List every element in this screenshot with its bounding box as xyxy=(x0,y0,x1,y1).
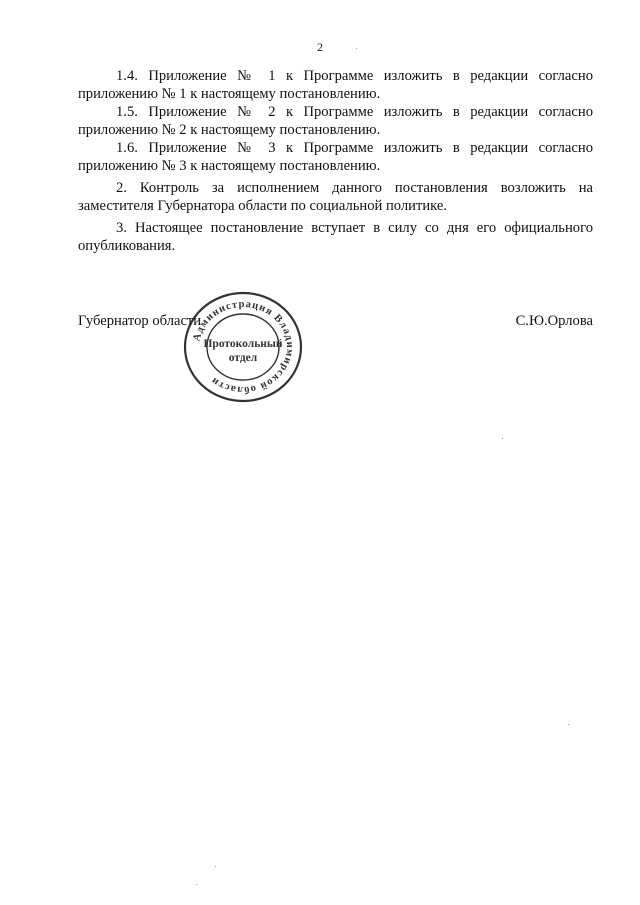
paragraph-1-6-text: 1.6. Приложение № 3 к Программе изложить в редакции согласно приложению № 3 к настоящему постановлению. xyxy=(78,140,593,174)
official-stamp xyxy=(178,288,308,406)
signature-title: Губернатор области xyxy=(78,313,202,329)
paragraph-2-text: 2. Контроль за исполнением данного постановления возложить на заместителя Губернатора области по социальной политике. xyxy=(78,180,593,214)
paragraph-1-4-text: 1.4. Приложение № 1 к Программе изложить в редакции согласно приложению № 1 к настоящему постановлению. xyxy=(78,68,593,102)
signature-name: С.Ю.Орлова xyxy=(515,313,593,329)
scan-speck xyxy=(196,884,197,885)
scan-speck xyxy=(568,724,569,725)
scan-speck xyxy=(215,866,216,867)
stamp-center-line-2: отдел xyxy=(228,352,258,364)
scan-speck xyxy=(356,48,357,49)
paragraph-1-6 xyxy=(78,139,593,175)
page-number: 2 xyxy=(317,40,323,54)
paragraph-2 xyxy=(78,179,593,215)
stamp-ring-text: Администрация Владимирской области xyxy=(191,298,296,396)
stamp-center-line-1: Протокольный xyxy=(203,338,283,350)
paragraph-3-text: 3. Настоящее постановление вступает в силу со дня его официального опубликования. xyxy=(78,220,593,254)
paragraph-1-4 xyxy=(78,67,593,103)
scan-speck xyxy=(502,438,503,439)
signature-row xyxy=(78,312,593,332)
paragraph-3 xyxy=(78,219,593,255)
paragraph-1-5-text: 1.5. Приложение № 2 к Программе изложить в редакции согласно приложению № 2 к настоящему постановлению. xyxy=(78,104,593,138)
paragraph-1-5 xyxy=(78,103,593,139)
